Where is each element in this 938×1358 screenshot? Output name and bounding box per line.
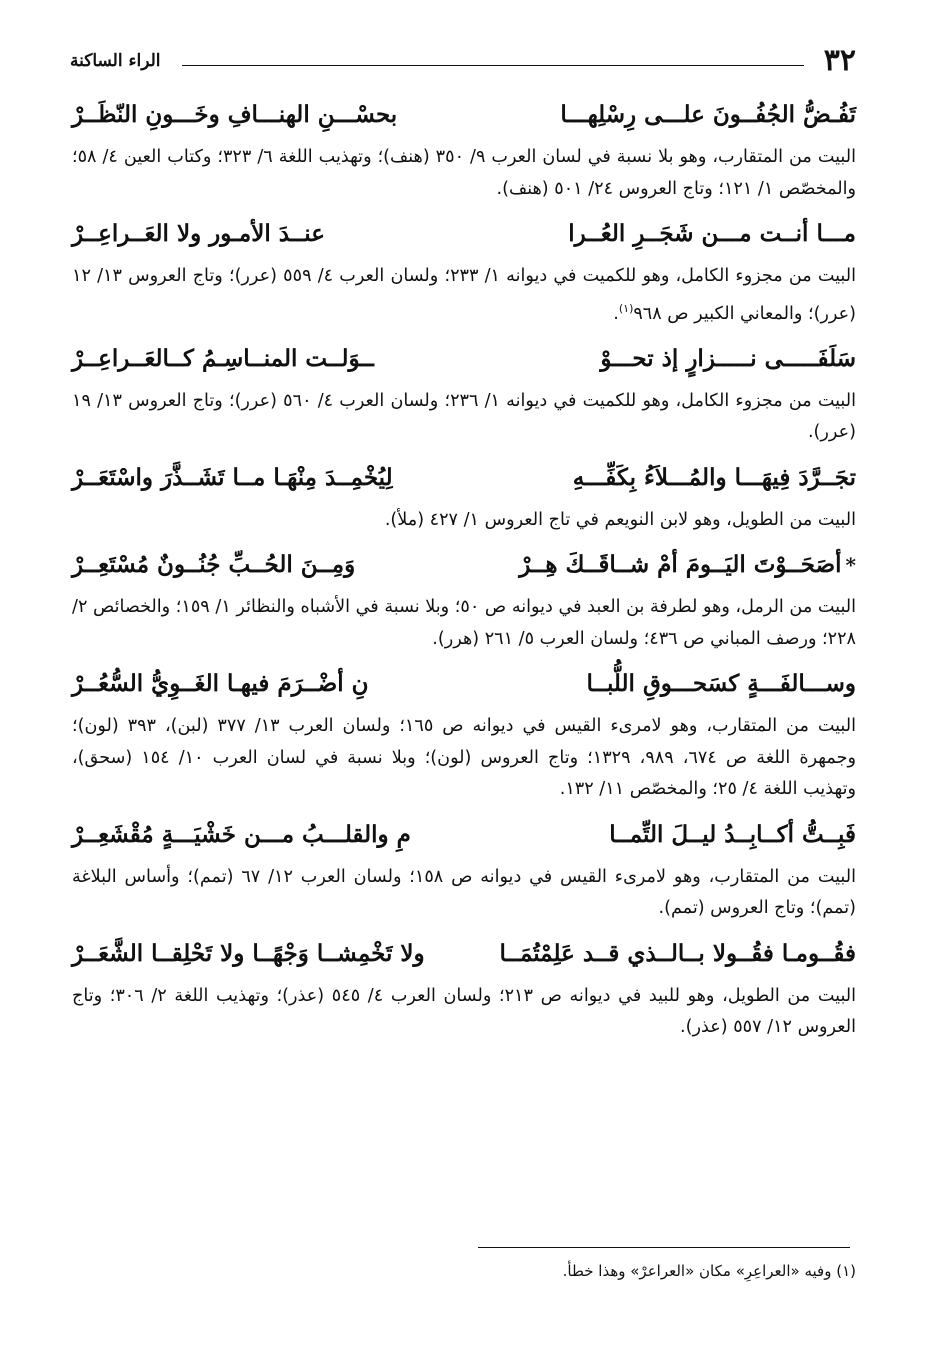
verse — [72, 927, 856, 981]
entry — [72, 207, 856, 332]
commentary-end: . — [613, 303, 619, 324]
verse — [72, 88, 856, 142]
footnote-marker[interactable]: (١) — [618, 301, 634, 315]
commentary-text: البيت من مجزوء الكامل، وهو للكميت في ديوانه ١/ ٢٣٦؛ ولسان العرب ٤/ ٥٦٠ (عرر)؛ وتاج العروس ١٣/ ١٩ (عرر). — [72, 390, 856, 443]
commentary — [72, 862, 856, 927]
commentary — [72, 386, 856, 451]
asterisk-icon: * — [845, 553, 856, 578]
commentary — [72, 505, 856, 539]
verse-first-hemistich: وســـالفَـــةٍ كسَحـــوقِ اللُّبــا — [586, 670, 856, 698]
verse-first-hemistich: مـــا أنــت مـــن شَجَــرِ العُــرا — [568, 220, 856, 247]
verse — [72, 207, 856, 261]
page-header — [70, 44, 856, 78]
verse-second-hemistich: مِ والقلـــبُ مـــن خَشْيَـــةٍ مُقْشَعِــرْ — [72, 820, 411, 848]
verse-second-hemistich: وَمِــنَ الحُــبِّ جُنُــونٌ مُسْتَعِــرْ — [72, 551, 356, 579]
verse-first-hemistich: سَلَفَـــــى نـــــزارٍ إذ تحـــوْ — [600, 344, 856, 372]
entry — [72, 332, 856, 451]
section-title: الراء الساكنة — [70, 51, 161, 71]
verse-first-hemistich: فقُــومـا فقُــولا بــالــذي قــد عَلِمْتُمَــا — [499, 939, 856, 967]
verse-first-hemistich: تَفُـضُّ الجُفُــونَ علـــى رِسْلِهـــا — [560, 101, 856, 128]
commentary-text: البيت من الطويل، وهو للبيد في ديوانه ص ٢١٣؛ ولسان العرب ٤/ ٥٤٥ (عذر)؛ وتهذيب اللغة ٢/ ٣٠٦؛ وتاج العروس ١٢/ ٥٥٧ (عذر). — [72, 985, 856, 1038]
entry — [72, 88, 856, 207]
commentary — [72, 261, 856, 332]
verse-first-hemistich: فَبِــتُّ أكــابِــدُ ليــلَ التِّمــا — [609, 820, 856, 848]
entry — [72, 657, 856, 808]
verse — [72, 657, 856, 711]
verse-first-hemistich: تجَــرَّدَ فِيهَـــا والمُـــلاَءُ بِكَفِّـــهِ — [572, 463, 856, 491]
verse-first-hemistich — [519, 538, 856, 592]
footnote: (١) وفيه «العراعِرِ» مكان «العراعرْ» وهذا خطأ. — [562, 1262, 856, 1280]
entry — [72, 538, 856, 657]
verse — [72, 332, 856, 386]
commentary-text: البيت من الرمل، وهو لطرفة بن العبد في ديوانه ص ٥٠؛ وبلا نسبة في الأشباه والنظائر ١/ ١٥٩؛ والخصائص ٢/ ٢٢٨؛ ورصف المباني ص ٤٣٦؛ ولسان العرب ٥/ ٢٦١ (هرر). — [72, 597, 857, 649]
verse-second-hemistich: نِ أضْــرَمَ فيهـا الغَــوِيُّ السُّعُــرْ — [72, 670, 369, 698]
page-number: ٣٢ — [823, 43, 856, 78]
commentary-text: البيت من مجزوء الكامل، وهو للكميت في ديوانه ١/ ٢٣٣؛ ولسان العرب ٤/ ٥٥٩ (عرر)؛ وتاج العروس ١٣/ ١٢ (عرر)؛ والمعاني الكبير ص ٩٦٨ — [72, 266, 856, 324]
verse-second-hemistich: بحسْـــنِ الهنـــافِ وخَـــونِ النّظَــرْ — [72, 101, 398, 128]
commentary — [72, 592, 856, 657]
commentary — [72, 142, 856, 207]
verse — [72, 808, 856, 862]
commentary-text: البيت من المتقارب، وهو بلا نسبة في لسان العرب ٩/ ٣٥٠ (هنف)؛ وتهذيب اللغة ٦/ ٣٢٣؛ وكتاب العين ٤/ ٥٨؛ والمخصّص ١/ ١٢١؛ وتاج العروس ٢٤/ ٥٠١ (هنف). — [72, 147, 856, 199]
commentary — [72, 981, 856, 1046]
commentary-text: البيت من الطويل، وهو لابن النويعم في تاج العروس ١/ ٤٢٧ (ملأ). — [384, 509, 856, 530]
verse-second-hemistich: عنــدَ الأمـور ولا العَــراعِــرْ — [72, 220, 325, 247]
commentary-text: البيت من المتقارب، وهو لامرىء القيس في ديوانه ص ١٦٥؛ ولسان العرب ١٣/ ٣٧٧ (لبن)، ٣٩٣ (لون)؛ وجمهرة اللغة ص ٦٧٤، ٩٨٩، ١٣٢٩؛ وتاج العروس (لون)؛ وبلا نسبة في لسان العرب ١٠/ ١٥٤ (سحق)، وتهذيب اللغة ٤/ ٢٥؛ والمخصّص ١١/ ١٣٢. — [72, 716, 856, 800]
entry — [72, 808, 856, 927]
commentary-text: البيت من المتقارب، وهو لامرىء القيس في ديوانه ص ١٥٨؛ ولسان العرب ١٢/ ٦٧ (تمم)؛ وأساس البلاغة (تمم)؛ وتاج العروس (تمم). — [72, 866, 856, 919]
verse-second-hemistich: ولا تَخْمِشــا وَجْهًــا ولا تَحْلِقــا الشَّعَــرْ — [72, 939, 425, 967]
entries — [72, 88, 856, 1046]
entry — [72, 451, 856, 539]
verse-second-hemistich: لِيُخْمِــدَ مِنْهَـا مــا تَشَــذَّرَ واسْتَعَــرْ — [72, 463, 393, 491]
verse-second-hemistich: ــوَلــت المنــاسِـمُ كــالعَــراعِــرْ — [72, 344, 374, 372]
commentary — [72, 711, 856, 808]
verse-first-hemistich-text: أصَحَــوْتَ اليَــومَ أمْ شــاقَــكَ هِــرْ — [519, 551, 842, 579]
verse — [72, 538, 856, 592]
footnote-rule — [478, 1247, 850, 1248]
verse — [72, 451, 856, 505]
header-rule — [182, 65, 804, 66]
entry — [72, 927, 856, 1046]
